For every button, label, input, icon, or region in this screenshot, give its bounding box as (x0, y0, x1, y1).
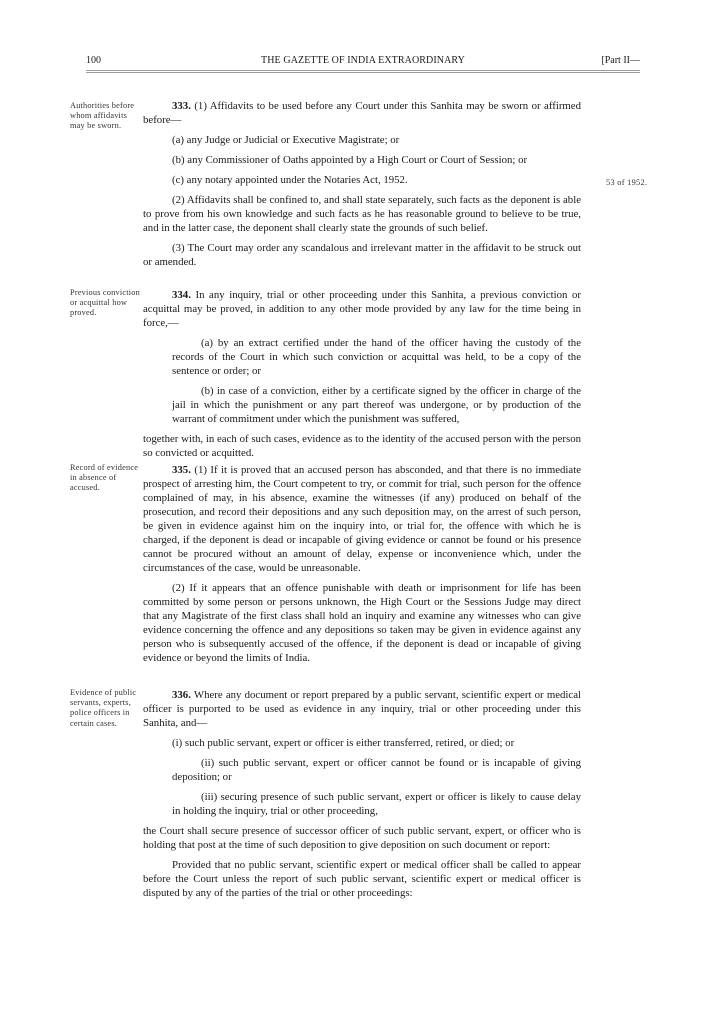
margin-note-333: Authorities before whom affidavits may be sworn. (70, 101, 135, 131)
margin-note-334: Previous conviction or acquittal how proved. (70, 288, 140, 318)
section-336 (143, 688, 581, 906)
section-333-p1: 333. (1) Affidavits to be used before any Court under this Sanhita may be sworn or affirmed before— (143, 100, 581, 126)
margin-note-336: Evidence of public servants, experts, police officers in certain cases. (70, 688, 137, 728)
section-334-p1: 334. In any inquiry, trial or other proceeding under this Sanhita, a previous conviction or acquittal may be proved, in addition to any other mode provided by any law for the time being in force,— (143, 289, 582, 329)
gazette-title: THE GAZETTE OF INDIA EXTRAORDINARY (261, 55, 465, 66)
clause-b: (b) any Commissioner of Oaths appointed by a High Court or Court of Session; or (172, 154, 528, 166)
clause-c: (c) any notary appointed under the Notaries Act, 1952. (172, 174, 408, 186)
section-number: 336. (172, 689, 191, 701)
section-335 (143, 463, 581, 671)
clause-a: (a) by an extract certified under the hand of the officer having the custody of the records of the Court in which such conviction or acquittal was held, to be a copy of the sentence or order; or (172, 337, 581, 377)
section-number: 335. (172, 464, 191, 476)
clause-iii: (iii) securing presence of such public servant, expert or officer is likely to cause delay in holding the inquiry, trial or other proceeding, (172, 791, 581, 817)
section-336-proviso: Provided that no public servant, scientific expert or medical officer shall be called to appear before the Court unless the report of such public servant, scientific expert or medical officer is disputed by any of the parties of the trial or other proceedings: (143, 859, 581, 899)
clause-b: (b) in case of a conviction, either by a certificate signed by the officer in charge of the jail in which the punishment or any part thereof was undergone, or by production of the warrant of commitment under which the punishment was suffered, (172, 385, 581, 425)
section-333 (143, 99, 581, 275)
section-335-p1: 335. (1) If it is proved that an accused person has absconded, and that there is no immediate prospect of arresting him, the Court competent to try, or commit for trial, such person for the offence complained of may, in his absence, examine the witnesses (if any) produced on behalf of the prosecution, and record their depositions and any such deposition may, on the arrest of such person, be given in evidence against him on the inquiry into, or trial for, the offence with which he is charged, if the deponent is dead or incapable of giving evidence or cannot be found or his presence cannot be procured without an amount of delay, expense or inconvenience which, under the circumstances of the case, would be unreasonable. (143, 464, 582, 574)
section-number: 334. (172, 289, 191, 301)
section-333-p3: (3) The Court may order any scandalous and irrelevant matter in the affidavit to be struck out or amended. (143, 242, 581, 268)
margin-note-notaries-act: 53 of 1952. (606, 178, 648, 187)
section-333-p2: (2) Affidavits shall be confined to, and shall state separately, such facts as the deponent is able to prove from his own knowledge and such facts as he has reasonable ground to believe to be true, and in the latter case, the deponent shall clearly state the grounds of such belief. (143, 194, 581, 234)
part-label: [Part II— (601, 55, 640, 66)
section-334 (143, 288, 581, 466)
page-header (86, 55, 640, 69)
section-335-p2: (2) If it appears that an offence punishable with death or imprisonment for life has been committed by some person or persons unknown, the High Court or the Sessions Judge may direct that any Magistrate of the first class shall hold an inquiry and examine any witnesses who can give evidence concerning the offence and any depositions so taken may be given in evidence against any person who is subsequently accused of the offence, if the deponent is dead or incapable of giving evidence or beyond the limits of India. (143, 582, 581, 664)
page-number: 100 (86, 55, 101, 66)
section-336-p1: 336. Where any document or report prepared by a public servant, scientific expert or medical officer is purported to be used as evidence in any inquiry, trial or other proceeding under this Sanhita, and— (143, 689, 581, 729)
clause-ii: (ii) such public servant, expert or officer cannot be found or is incapable of giving deposition; or (172, 757, 581, 783)
clause-i: (i) such public servant, expert or officer is either transferred, retired, or died; or (172, 737, 515, 749)
section-334-tail: together with, in each of such cases, evidence as to the identity of the accused person with the person so convicted or acquitted. (143, 433, 581, 459)
header-rule (86, 70, 640, 73)
clause-a: (a) any Judge or Judicial or Executive Magistrate; or (172, 134, 400, 146)
margin-note-335: Record of evidence in absence of accused. (70, 463, 139, 493)
section-336-tail: the Court shall secure presence of successor officer of such public servant, expert, or officer who is holding that post at the time of such deposition to give deposition on such document or report: (143, 825, 581, 851)
section-number: 333. (172, 100, 191, 112)
